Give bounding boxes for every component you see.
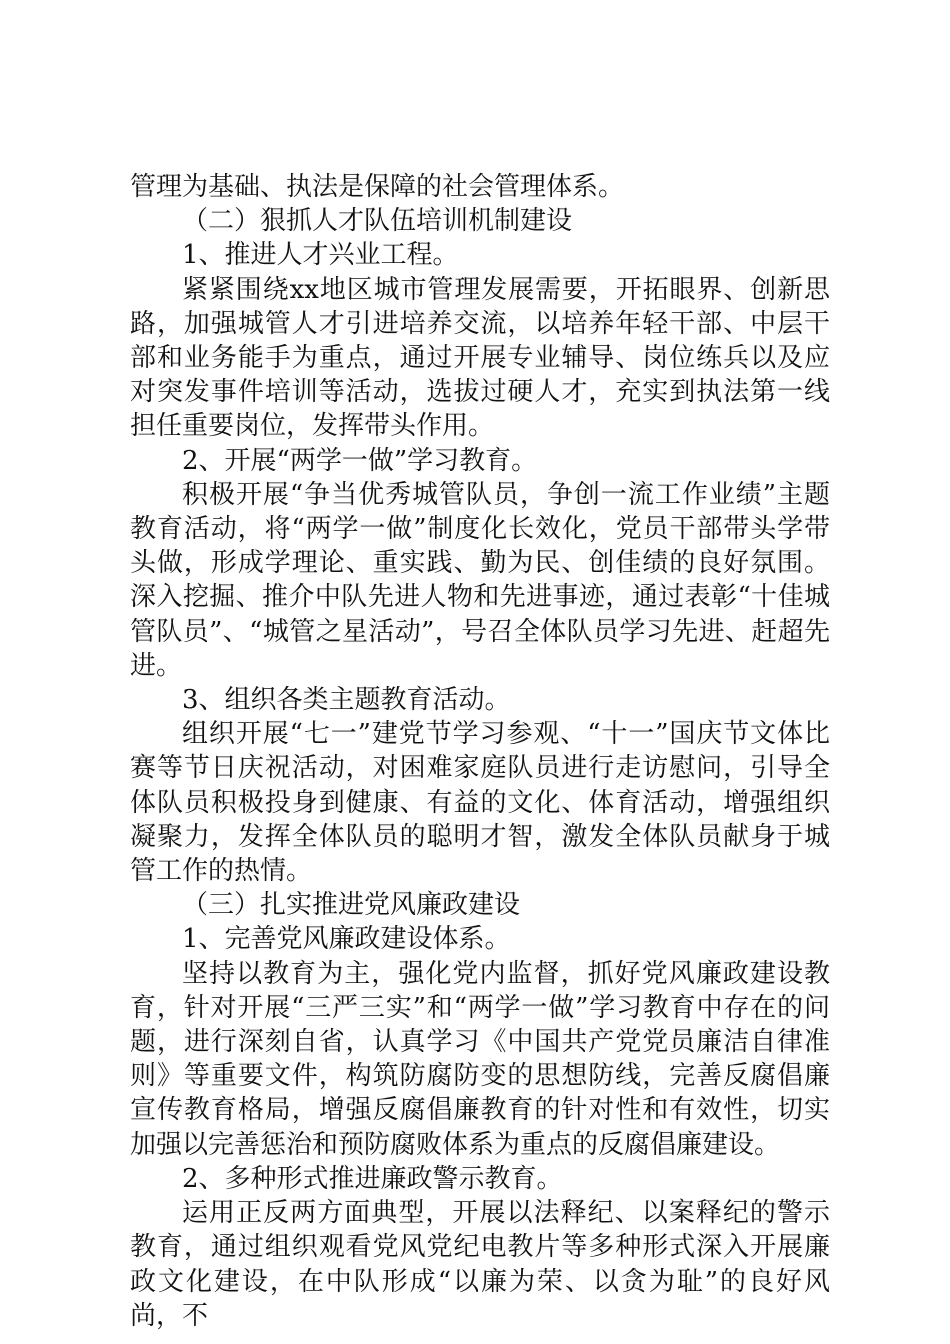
paragraph-continuation: 管理为基础、执法是保障的社会管理体系。 <box>130 172 625 202</box>
document-body <box>130 170 830 1333</box>
subheading-2-1: 1、推进人才兴业工程。 <box>182 240 459 271</box>
section-heading-3: （三）扎实推进党风廉政建设 <box>182 890 521 921</box>
subheading-2-2: 2、开展“两学一做”学习教育。 <box>182 445 538 476</box>
section-heading-2: （二）狠抓人才队伍培训机制建设 <box>182 206 573 237</box>
subheading-3-1: 1、完善党风廉政建设体系。 <box>182 924 511 955</box>
paragraph-3-1: 坚持以教育为主，强化党内监督，抓好党风廉政建设教育，针对开展“三严三实”和“两学一做”学习教育中存在的问题，进行深刻自省，认真学习《中国共产党党员廉洁自律准则》等重要文件，构筑防腐防变的思想防线，完善反腐倡廉宣传教育格局，增强反腐倡廉教育的针对性和有效性，切实加强以完善惩治和预防腐败体系为重点的反腐倡廉建设。 <box>130 958 830 1160</box>
paragraph-3-2: 运用正反两方面典型，开展以法释纪、以案释纪的警示教育，通过组织观看党风党纪电教片等多种形式深入开展廉政文化建设，在中队形成“以廉为荣、以贪为耻”的良好风尚，不 <box>130 1198 830 1331</box>
paragraph-2-2: 积极开展“争当优秀城管队员，争创一流工作业绩”主题教育活动，将“两学一做”制度化长效化，党员干部带头学带头做，形成学理论、重实践、勤为民、创佳绩的良好氛围。深入挖掘、推介中队先进人物和先进事迹，通过表彰“十佳城管队员”、“城管之星活动”，号召全体队员学习先进、赶超先进。 <box>130 479 830 681</box>
subheading-3-2: 2、多种形式推进廉政警示教育。 <box>182 1163 563 1194</box>
subheading-2-3: 3、组织各类主题教育活动。 <box>182 685 511 716</box>
paragraph-2-1: 紧紧围绕xx地区城市管理发展需要，开拓眼界、创新思路，加强城管人才引进培养交流，以培养年轻干部、中层干部和业务能手为重点，通过开展专业辅导、岗位练兵以及应对突发事件培训等活动，选拔过硬人才，充实到执法第一线担任重要岗位，发挥带头作用。 <box>130 274 830 442</box>
paragraph-2-3: 组织开展“七一”建党节学习参观、“十一”国庆节文体比赛等节日庆祝活动，对困难家庭队员进行走访慰问，引导全体队员积极投身到健康、有益的文化、体育活动，增强组织凝聚力，发挥全体队员的聪明才智，激发全体队员献身于城管工作的热情。 <box>130 719 830 887</box>
